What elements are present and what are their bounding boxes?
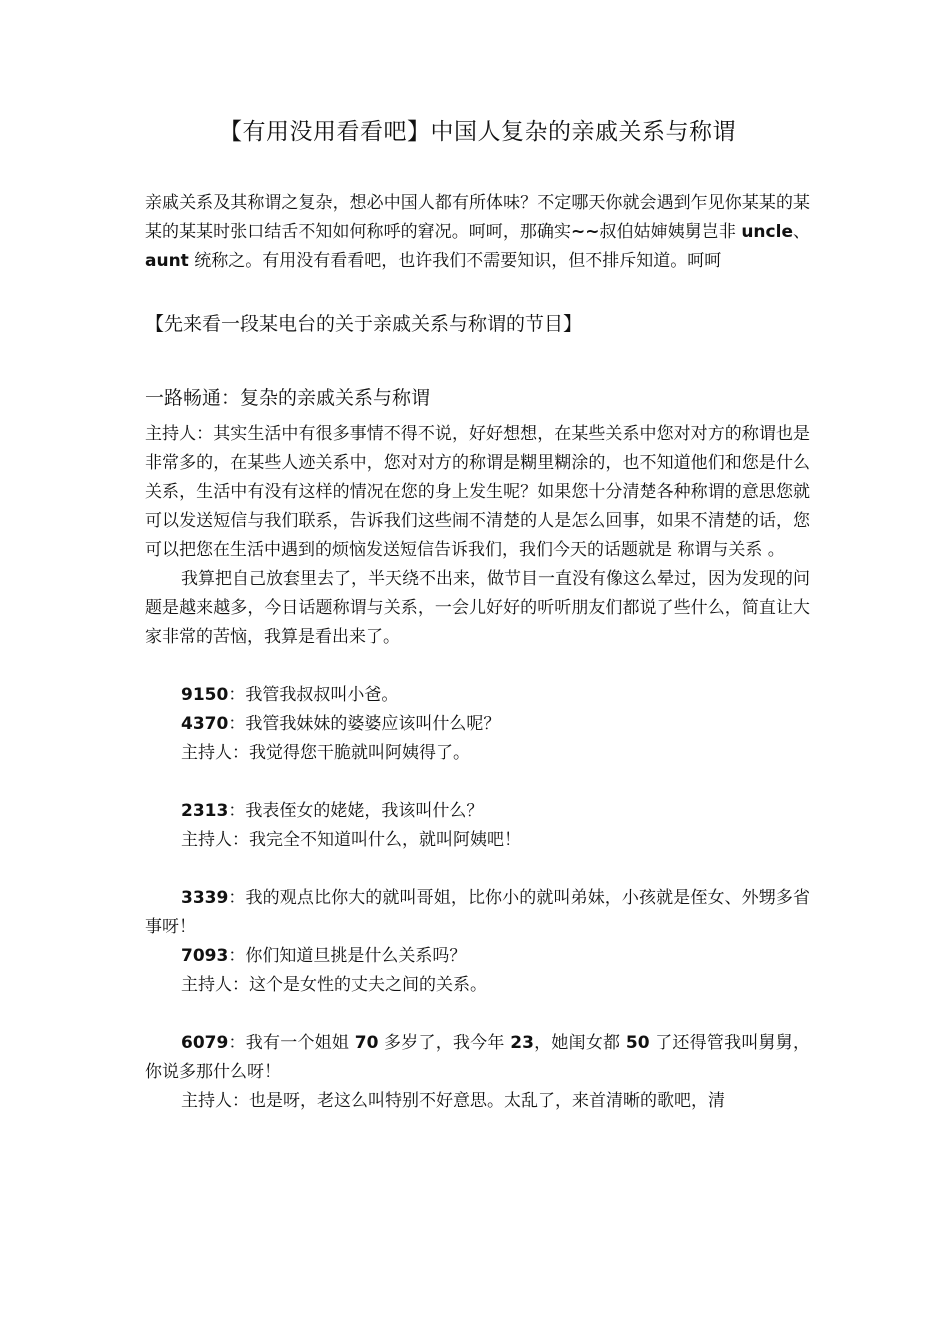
intro-paragraph bbox=[145, 189, 810, 276]
exchange-line bbox=[145, 942, 810, 971]
caller-text: 多岁了，我今年 bbox=[378, 1033, 511, 1053]
intro-uncle: uncle bbox=[741, 222, 793, 242]
caller-text: ：我管我妹妹的婆婆应该叫什么呢？ bbox=[228, 714, 501, 734]
caller-id: 3339 bbox=[181, 888, 229, 908]
exchange-line bbox=[145, 681, 810, 710]
exchange-line bbox=[145, 884, 810, 942]
host-paragraph-1: 主持人：其实生活中有很多事情不得不说，好好想想，在某些关系中您对对方的称谓也是非常多的，在某些人迹关系中，您对对方的称谓是糊里糊涂的，也不知道他们和您是什么关系，生活中有没有这样的情况在您的身上发生呢？如果您十分清楚各种称谓的意思您就可以发送短信与我们联系，告诉我们这些闹不清楚的人是怎么回事，如果不清楚的话，您可以把您在生活中遇到的烦恼发送短信告诉我们，我们今天的话题就是 称谓与关系 。 bbox=[145, 424, 810, 560]
intro-tilde: ~~ bbox=[571, 222, 600, 242]
caller-id: 9150 bbox=[181, 685, 229, 705]
section-heading: 【先来看一段某电台的关于亲戚关系与称谓的节目】 bbox=[145, 313, 583, 335]
caller-text: ：我的观点比你大的就叫哥姐，比你小的就叫弟妹，小孩就是侄女、外甥多省事呀！ bbox=[145, 888, 810, 937]
intro-separator: 、 bbox=[792, 222, 811, 242]
host-reply: 主持人：我觉得您干脆就叫阿姨得了。 bbox=[181, 743, 470, 763]
intro-text-3: 统称之。有用没有看看吧，也许我们不需要知识，但不排斥知道。呵呵 bbox=[188, 251, 722, 271]
spacer bbox=[145, 1000, 810, 1029]
caller-text: ：我有一个姐姐 bbox=[228, 1033, 355, 1053]
host-reply: 主持人：我完全不知道叫什么，就叫阿姨吧！ bbox=[181, 830, 521, 850]
caller-id: 2313 bbox=[181, 801, 229, 821]
spacer bbox=[145, 855, 810, 884]
caller-text: ：你们知道旦挑是什么关系吗？ bbox=[228, 946, 467, 966]
caller-text: ：我表侄女的姥姥，我该叫什么？ bbox=[228, 801, 484, 821]
caller-text: 了还得管我叫舅舅，你说多那什么呀！ bbox=[145, 1033, 811, 1082]
exchange-line bbox=[145, 710, 810, 739]
caller-id: 6079 bbox=[181, 1033, 229, 1053]
host-paragraph-2: 我算把自己放套里去了，半天绕不出来，做节目一直没有像这么晕过，因为发现的问题是越来越多，今日话题称谓与关系，一会儿好好的听听朋友们都说了些什么，简直让大家非常的苦恼，我算是看出来了。 bbox=[145, 569, 810, 647]
age-number: 50 bbox=[625, 1033, 650, 1053]
caller-text: ，她闺女都 bbox=[533, 1033, 626, 1053]
age-number: 70 bbox=[354, 1033, 379, 1053]
caller-id: 4370 bbox=[181, 714, 229, 734]
program-subheading: 一路畅通：复杂的亲戚关系与称谓 bbox=[145, 387, 431, 409]
caller-text: ：我管我叔叔叫小爸。 bbox=[228, 685, 399, 705]
spacer bbox=[145, 652, 810, 681]
exchange-line bbox=[145, 1029, 810, 1087]
host-reply: 主持人：这个是女性的丈夫之间的关系。 bbox=[181, 975, 487, 995]
spacer bbox=[145, 768, 810, 797]
document-title: 【有用没用看看吧】中国人复杂的亲戚关系与称谓 bbox=[219, 119, 736, 145]
age-number: 23 bbox=[510, 1033, 534, 1053]
exchange-line bbox=[145, 797, 810, 826]
intro-text-1: 亲戚关系及其称谓之复杂，想必中国人都有所体味？不定哪天你就会遇到乍见你某某的某某的某某时张口结舌不知如何称呼的窘况。呵呵，那确实 bbox=[145, 193, 810, 242]
intro-text-2: 叔伯姑婶姨舅岂非 bbox=[599, 222, 742, 242]
caller-id: 7093 bbox=[181, 946, 229, 966]
document-page bbox=[145, 112, 810, 1116]
intro-aunt: aunt bbox=[145, 251, 189, 271]
host-reply: 主持人：也是呀，老这么叫特别不好意思。太乱了，来首清晰的歌吧，清 bbox=[181, 1091, 725, 1111]
